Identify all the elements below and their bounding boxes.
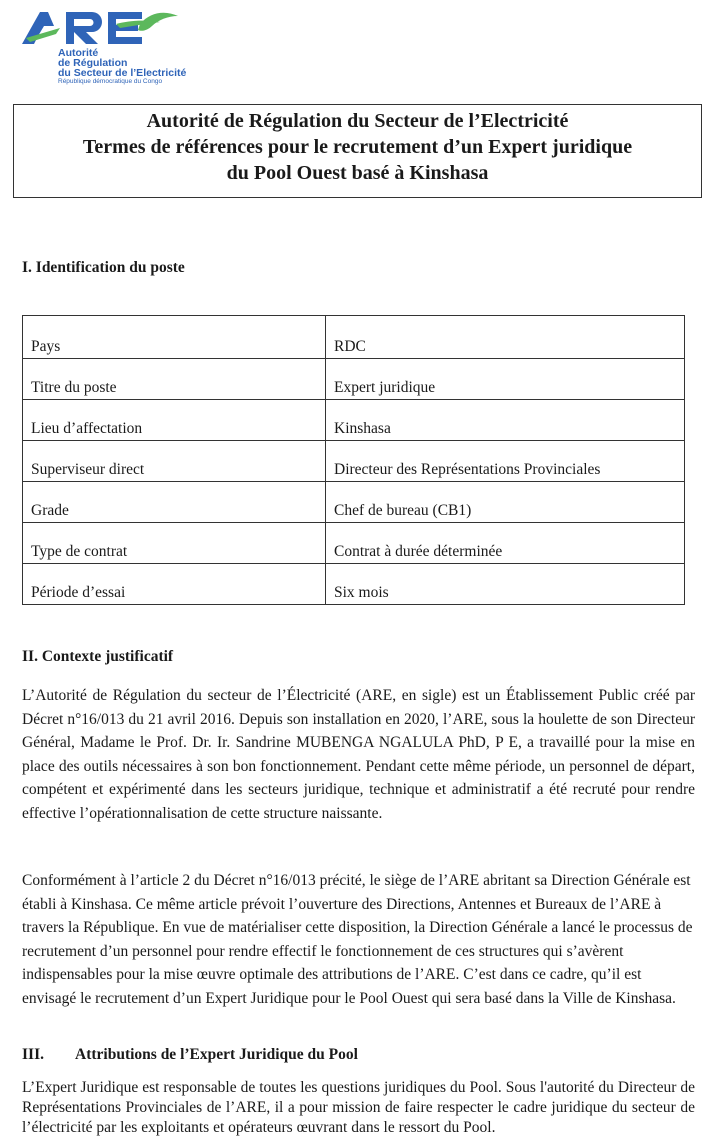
table-row	[23, 564, 685, 605]
table-row	[23, 359, 685, 400]
job-identification-table	[22, 315, 685, 605]
row-value: Kinshasa	[326, 400, 685, 441]
row-value: Chef de bureau (CB1)	[326, 482, 685, 523]
logo-country: République démocratique du Congo	[58, 78, 163, 85]
logo-line-3: du Secteur de l’Electricité	[58, 67, 187, 79]
row-label: Période d’essai	[23, 564, 326, 605]
document-title	[13, 104, 702, 198]
logo-line-2: de Régulation	[58, 57, 128, 69]
row-label: Titre du poste	[23, 359, 326, 400]
row-value: Directeur des Représentations Provinciales	[326, 441, 685, 482]
title-line-1: Autorité de Régulation du Secteur de l’Electricité	[146, 110, 569, 132]
context-paragraph-1: L’Autorité de Régulation du secteur de l’Électricité (ARE, en sigle) est un Établissement Public créé par Décret n°16/013 du 21 avril 2016. Depuis son installation en 2020, l’ARE, sous la houlette de son Directeur Général, Madame le Prof. Dr. Ir. Sandrine MUBENGA NGALULA PhD, P E, a travaillé pour la mise en place des outils nécessaires à son bon fonctionnement. Pendant cette même période, un personnel de départ, compétent et expérimenté dans les secteurs juridique, technique et administratif a été recruté pour rendre effective l’opérationnalisation de cette structure naissante.	[22, 687, 695, 822]
row-label: Type de contrat	[23, 523, 326, 564]
row-label: Grade	[23, 482, 326, 523]
title-line-3: du Pool Ouest basé à Kinshasa	[226, 162, 489, 184]
table-row	[23, 316, 685, 359]
logo-line-1: Autorité	[58, 47, 99, 59]
table-row	[23, 523, 685, 564]
row-value: Expert juridique	[326, 359, 685, 400]
table-row	[23, 482, 685, 523]
logo-text	[58, 48, 186, 86]
section-2-heading: II. Contexte justificatif	[22, 648, 174, 665]
row-value: Contrat à durée déterminée	[326, 523, 685, 564]
title-line-2: Termes de références pour le recrutement d’un Expert juridique	[82, 136, 633, 158]
row-label: Lieu d’affectation	[23, 400, 326, 441]
section-1-heading: I. Identification du poste	[22, 259, 185, 276]
section-3-heading	[22, 1046, 358, 1064]
section-3-title: Attributions de l’Expert Juridique du Pool	[75, 1046, 358, 1063]
are-logo	[20, 10, 252, 84]
context-paragraph-2: Conformément à l’article 2 du Décret n°16/013 précité, le siège de l’ARE abritant sa Direction Générale est établi à Kinshasa. Ce même article prévoit l’ouverture des Directions, Antennes et Bureaux de l’ARE à travers la République. En vue de matérialiser cette disposition, la Direction Générale a lancé le processus de recrutement d’un personnel pour rendre effectif le fonctionnement de ces structures qui s’avèrent indispensables pour la mise œuvre optimale des attributions de l’ARE. C’est dans ce cadre, qu’il est envisagé le recrutement d’un Expert Juridique pour le Pool Ouest qui sera basé dans la Ville de Kinshasa.	[22, 872, 693, 1007]
row-value: RDC	[326, 316, 685, 359]
row-label: Pays	[23, 316, 326, 359]
table-row	[23, 441, 685, 482]
attributions-paragraph: L’Expert Juridique est responsable de toutes les questions juridiques du Pool. Sous l'autorité du Directeur de Représentations Provinciales de l’ARE, il a pour mission de faire respecter le cadre juridique du secteur de l’électricité par les exploitants et opérateurs œuvrant dans le ressort du Pool.	[22, 1079, 695, 1136]
table-row	[23, 400, 685, 441]
row-label: Superviseur direct	[23, 441, 326, 482]
row-value: Six mois	[326, 564, 685, 605]
section-3-number: III.	[22, 1046, 44, 1063]
